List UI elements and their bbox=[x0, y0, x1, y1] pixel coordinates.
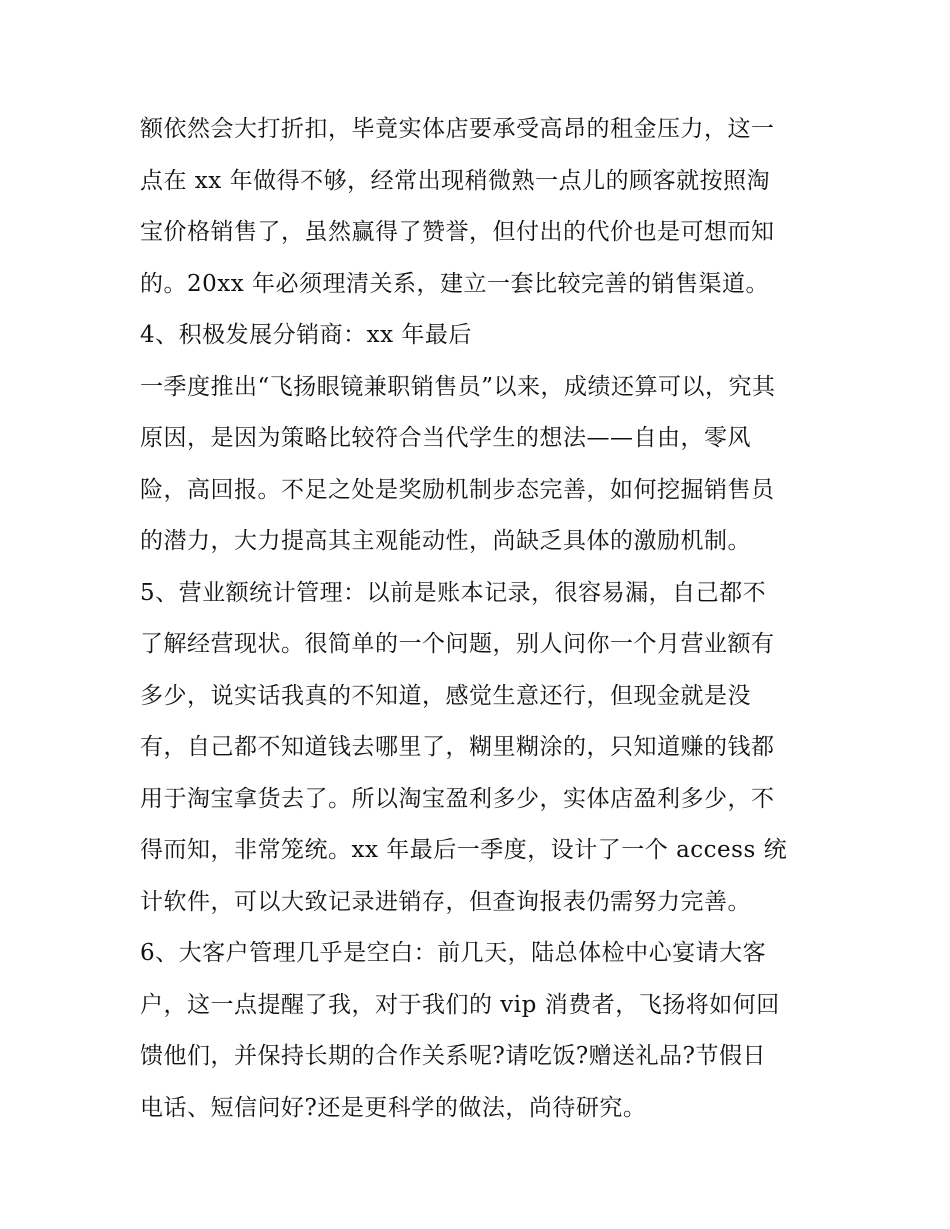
text-line: 额依然会大打折扣，毕竟实体店要承受高昂的租金压力，这一 bbox=[140, 116, 775, 142]
text-line: 点在 xx 年做得不够，经常出现稍微熟一点儿的顾客就按照淘 bbox=[140, 167, 771, 194]
text-line: 原因，是因为策略比较符合当代学生的想法——自由，零风 bbox=[140, 425, 751, 451]
text-line: 一季度推出“飞扬眼镜兼职销售员”以来，成绩还算可以，究其 bbox=[140, 373, 776, 400]
section-heading-4: 4、积极发展分销商：xx 年最后 bbox=[140, 322, 472, 348]
text-line: 电话、短信问好?还是更科学的做法，尚待研究。 bbox=[140, 1094, 647, 1121]
text-line: 的。20xx 年必须理清关系，建立一套比较完善的销售渠道。 bbox=[140, 270, 770, 297]
text-line: 户，这一点提醒了我，对于我们的 vip 消费者，飞扬将如何回 bbox=[140, 991, 780, 1018]
section-heading-5: 5、营业额统计管理：以前是账本记录，很容易漏，自己都不 bbox=[140, 579, 767, 606]
text-line: 得而知，非常笼统。xx 年最后一季度，设计了一个 access 统 bbox=[140, 837, 788, 863]
section-heading-6: 6、大客户管理几乎是空白：前几天，陆总体检中心宴请大客 bbox=[140, 940, 767, 966]
text-line: 计软件，可以大致记录进销存，但查询报表仍需努力完善。 bbox=[140, 888, 751, 915]
document-body bbox=[140, 104, 820, 1134]
text-line: 用于淘宝拿货去了。所以淘宝盈利多少，实体店盈利多少，不 bbox=[140, 785, 775, 812]
text-line: 馈他们，并保持长期的合作关系呢?请吃饭?赠送礼品?节假日 bbox=[140, 1043, 766, 1069]
text-line: 的潜力，大力提高其主观能动性，尚缺乏具体的激励机制。 bbox=[140, 528, 751, 554]
text-line: 多少，说实话我真的不知道，感觉生意还行，但现金就是没 bbox=[140, 682, 751, 709]
text-line: 宝价格销售了，虽然赢得了赞誉，但付出的代价也是可想而知 bbox=[140, 219, 775, 245]
text-line: 了解经营现状。很简单的一个问题，别人问你一个月营业额有 bbox=[140, 631, 775, 657]
text-line: 险，高回报。不足之处是奖励机制步态完善，如何挖掘销售员 bbox=[140, 476, 775, 503]
text-line: 有，自己都不知道钱去哪里了，糊里糊涂的，只知道赚的钱都 bbox=[140, 734, 775, 760]
